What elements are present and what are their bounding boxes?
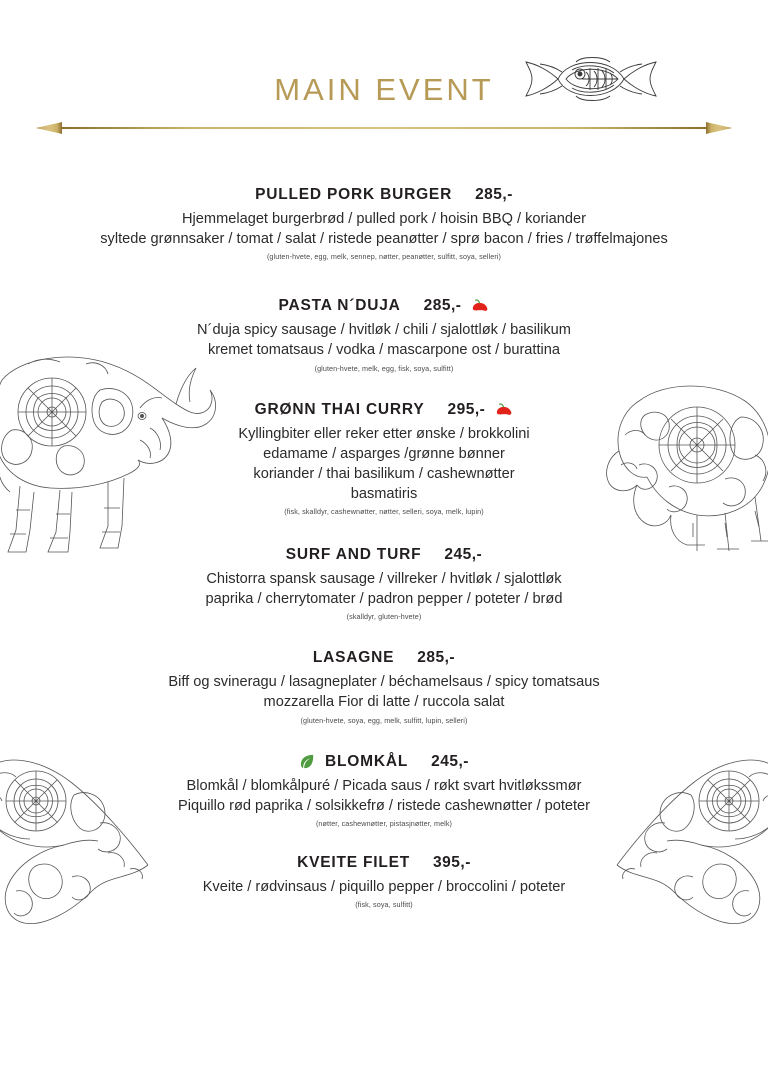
menu-item-description-line: mozzarella Fior di latte / ruccola salat [263,694,505,711]
menu-item-description-line: Kveite / rødvinsaus / piquillo pepper / broccolini / poteter [202,878,566,895]
menu-item-description-line: edamame / asparges /grønne bønner [263,445,505,462]
menu-item-description-line: Piquillo rød paprika / solsikkefrø / ristede cashewnøtter / poteter [177,797,591,814]
menu-item-name: SURF AND TURF [285,546,422,563]
menu-item [0,186,768,261]
decorative-fish-icon [520,48,660,110]
menu-item-description-line: koriander / thai basilikum / cashewnøtter [253,465,515,482]
menu-item-price: 245,- [431,752,469,770]
menu-item-description-line: Biff og svineragu / lasagneplater / béchamelsaus / spicy tomatsaus [168,674,600,691]
menu-item-description-line: basmatiris [350,485,418,502]
menu-item-price: 285,- [423,297,462,315]
menu-item-price: 285,- [417,649,456,667]
menu-item-allergens: (nøtter, cashewnøtter, pistasjnøtter, melk) [315,818,453,828]
menu-item-allergens: (skalldyr, gluten-hvete) [346,612,422,622]
menu-item-header [0,297,768,315]
menu-item [0,854,768,909]
menu-item-name: KVEITE FILET [297,853,411,871]
menu-header [0,0,768,150]
menu-item-description-line: paprika / cherrytomater / padron pepper / poteter / brød [205,591,563,608]
chili-icon [470,299,489,313]
menu-item-description-line: Kyllingbiter eller reker etter ønske / brokkolini [238,425,530,442]
menu-item-allergens: (gluten-hvete, egg, melk, sennep, nøtter, peanøtter, sulfitt, soya, selleri) [266,252,502,262]
menu-item [0,401,768,517]
gold-arrow-divider [36,122,732,134]
menu-item-name: GRØNN THAI CURRY [254,400,425,418]
menu-item [0,753,768,828]
menu-item-header [0,753,768,771]
page-title: MAIN EVENT [274,72,494,107]
menu-item-description-line: Chistorra spansk sausage / villreker / hvitløk / sjalottløk [206,571,562,587]
menu-item [0,546,768,621]
menu-item-name: PASTA N´DUJA [278,297,401,315]
menu-item-price: 245,- [444,546,483,563]
menu-item-price: 395,- [433,853,471,871]
menu-item [0,297,768,372]
menu-item-description-line: Hjemmelaget burgerbrød / pulled pork / hoisin BBQ / koriander [182,211,586,227]
menu-item-allergens: (fisk, soya, sulfitt) [355,899,413,909]
menu-item-header [0,649,768,667]
menu-item-allergens: (fisk, skalldyr, cashewnøtter, nøtter, selleri, soya, melk, lupin) [284,507,484,516]
menu-item-header [0,854,768,872]
menu-item-allergens: (gluten-hvete, melk, egg, fisk, soya, sulfitt) [314,363,454,373]
menu-item-description-line: N´duja spicy sausage / hvitløk / chili / sjalottløk / basilikum [197,322,571,339]
chili-icon [494,403,513,417]
menu-item-header [0,546,768,564]
menu-item-header [0,186,768,204]
menu-item-name: PULLED PORK BURGER [255,186,453,203]
leaf-icon [299,753,316,770]
menu-item-description-line: syltede grønnsaker / tomat / salat / ristede peanøtter / sprø bacon / fries / trøffelmajones [100,231,668,248]
menu-item [0,649,768,724]
menu-item-name: BLOMKÅL [325,752,409,770]
menu-item-allergens: (gluten-hvete, soya, egg, melk, sulfitt, lupin, selleri) [300,715,468,725]
menu-item-list [0,186,768,931]
menu-item-description-line: kremet tomatsaus / vodka / mascarpone ost / burattina [207,342,561,359]
menu-item-header [0,401,768,419]
menu-item-price: 295,- [447,400,486,418]
menu-item-price: 285,- [475,186,513,203]
menu-item-description-line: Blomkål / blomkålpuré / Picada saus / røkt svart hvitløkssmør [186,777,582,794]
menu-item-name: LASAGNE [312,649,395,667]
